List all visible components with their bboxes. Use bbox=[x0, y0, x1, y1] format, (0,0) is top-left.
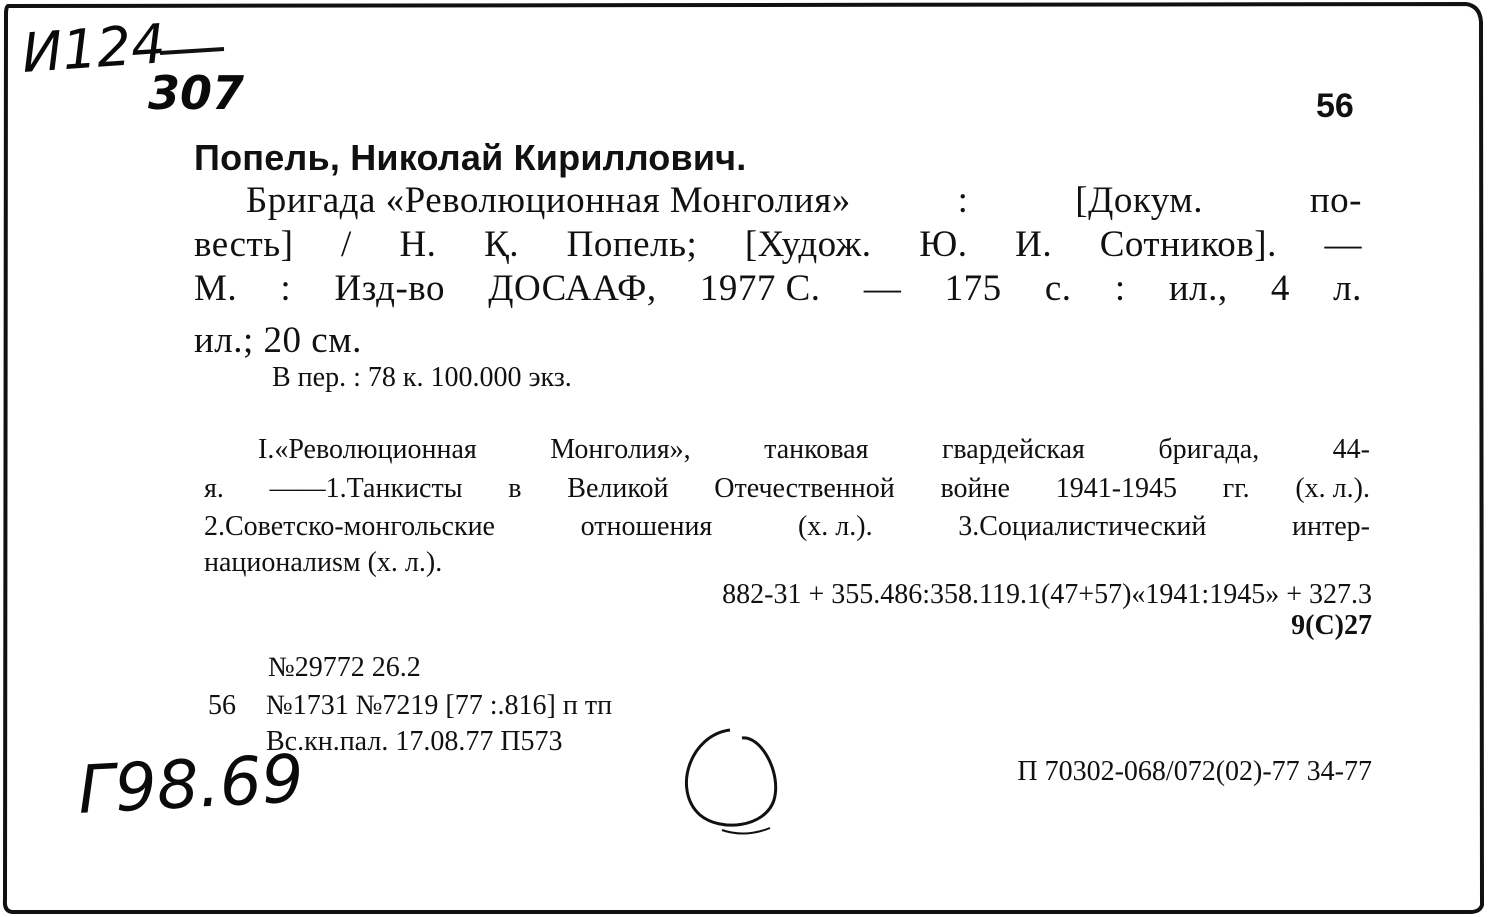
classification-index: 882-31 + 355.486:358.119.1(47+57)«1941:1945» + 327.3 bbox=[722, 579, 1372, 610]
handwritten-shelfmark-top: И124 bbox=[19, 12, 168, 85]
description-line-3: М. : Изд-во ДОСААФ, 1977 С. — 175 с. : ил., 4 л. bbox=[194, 268, 1362, 309]
description-line-4: ил.; 20 см. bbox=[194, 320, 362, 361]
chamber-line: Вс.кн.пал. 17.08.77 П573 bbox=[266, 726, 563, 757]
bbk-index: 9(С)27 bbox=[1291, 610, 1372, 641]
handwritten-shelfmark-bottom: 307 bbox=[148, 66, 245, 120]
description-line-1: Бригада «Революционная Монголия» : [Докум. по- bbox=[246, 180, 1362, 221]
order-line: №29772 26.2 bbox=[268, 652, 421, 683]
tech-number: 56 bbox=[208, 690, 236, 721]
subjects-line-1: I.«Революционная Монголия», танковая гвардейская бригада, 44- bbox=[258, 434, 1370, 465]
description-line-2: весть] / Н. Қ. Попель; [Худож. Ю. И. Сотников]. — bbox=[194, 224, 1362, 265]
edition-code: П 70302-068/072(02)-77 34-77 bbox=[1017, 756, 1372, 787]
price-line: В пер. : 78 к. 100.000 экз. bbox=[272, 362, 572, 393]
card-number: 56 bbox=[1316, 87, 1354, 125]
handwritten-shelfmark-lower: Г98.69 bbox=[76, 740, 306, 829]
author-heading: Попель, Николай Кириллович. bbox=[194, 137, 747, 178]
tech-line: №1731 №7219 [77 :.816] п тп bbox=[266, 690, 613, 721]
stamp-oval bbox=[686, 730, 775, 825]
subjects-line-4: националиsм (х. л.). bbox=[204, 547, 443, 578]
subjects-line-2: я. ——1.Танкисты в Великой Отечественной войне 1941-1945 гг. (х. л.). bbox=[204, 473, 1370, 504]
subjects-line-3: 2.Советско-монгольские отношения (х. л.). 3.Социалистический интер- bbox=[204, 511, 1370, 542]
